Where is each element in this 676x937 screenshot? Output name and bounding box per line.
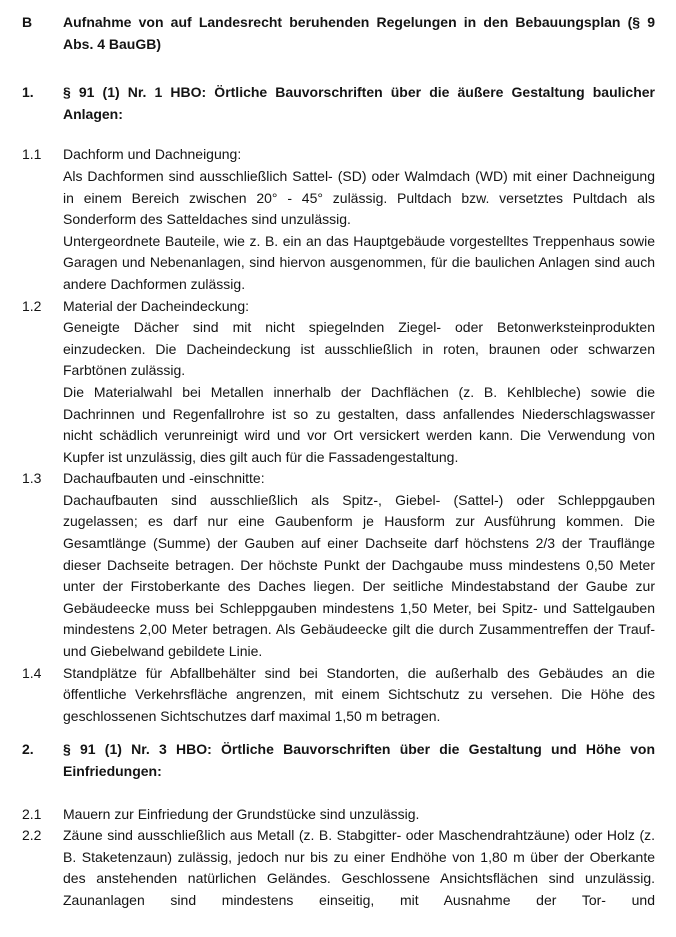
clause-number: 1.1 [22,146,42,163]
section-b-heading: Aufnahme von auf Landesrecht beruhenden Regelungen in den Bebauungsplan (§ 9 Abs. 4 BauGB) [63,14,655,52]
clause-paragraph: Die Materialwahl bei Metallen innerhalb der Dachflächen (z. B. Kehlbleche) sowie die Dachrinnen und Regenfallrohre ist so zu gestalten, dass anfallendes Niederschlagswasser nicht schädlich verunreinigt wird und vor Ort versickert werden kann. Die Verwendung von Kupfer ist unzulässig, dies gilt auch für die Fassadengestaltung. [63,383,655,465]
clause-number: 2.1 [22,805,42,822]
clause-paragraph: Zäune sind ausschließlich aus Metall (z. B. Stabgitter- oder Maschendrahtzäune) oder Holz (z. B. Staketenzaun) zulässig, jedoch nur bis zu einer Endhöhe von 1,80 m über der Oberkante des anstehenden natürlichen Geländes. Geschlossene Ansichtsflächen sind unzulässig. Zaunanlagen sind mindestens einseitig, mit Ausnahme der Tor- und [63,827,655,908]
clause-1-4 [22,663,655,728]
clause-body [63,144,655,295]
section-1-number: 1. [22,84,34,101]
section-1-heading: § 91 (1) Nr. 1 HBO: Örtliche Bauvorschriften über die äußere Gestaltung baulicher Anlagen: [63,84,655,122]
clause-1-1 [22,144,655,295]
clause-2-2 [22,825,655,911]
clause-number: 1.3 [22,470,42,487]
clause-2-1 [22,804,655,826]
clause-paragraph: Geneigte Dächer sind mit nicht spiegelnden Ziegel- oder Betonwerksteinprodukten einzudecken. Die Dacheindeckung ist ausschließlich in roten, braunen oder schwarzen Farbtönen zulässig. [63,319,655,379]
clause-paragraph: Dachaufbauten sind ausschließlich als Spitz-, Giebel- (Sattel-) oder Schleppgauben zugelassen; es darf nur eine Gaubenform je Hausform zur Ausführung kommen. Die Gesamtlänge (Summe) der Gauben auf einer Dachseite darf höchstens 2/3 der Trauflänge dieser Dachseite betragen. Der höchste Punkt der Dachgaube muss mindestens 0,50 Meter unter der Firstoberkante des Daches liegen. Der seitliche Mindestabstand der Gaube zur Gebäudeecke muss bei Schleppgauben mindestens 1,50 Meter, bei Spitz- und Sattelgauben mindestens 2,00 Meter betragen. Als Gebäudeecke gilt die durch Zusammentreffen der Trauf- und Giebelwand gebildete Linie. [63,491,655,660]
clause-paragraph: Dachaufbauten und -einschnitte: [63,470,265,487]
clause-body [63,825,655,911]
clause-paragraph: Untergeordnete Bauteile, wie z. B. ein an das Hauptgebäude vorgestelltes Treppenhaus sowie Garagen und Nebenanlagen, sind hiervon ausgenommen, für die baulichen Anlagen sind auch andere Dachformen zulässig. [63,232,655,292]
section-2-heading: § 91 (1) Nr. 3 HBO: Örtliche Bauvorschriften über die Gestaltung und Höhe von Einfriedungen: [63,741,655,779]
clause-body [63,804,655,826]
section-b-number: B [22,14,33,30]
clause-paragraph: Dachform und Dachneigung: [63,146,242,163]
clause-body [63,468,655,662]
section-2-number: 2. [22,741,34,758]
clause-paragraph: Mauern zur Einfriedung der Grundstücke sind unzulässig. [63,805,420,822]
clause-paragraph: Standplätze für Abfallbehälter sind bei Standorten, die außerhalb des Gebäudes an die öffentliche Verkehrsfläche angrenzen, mit einem Sichtschutz zu versehen. Die Höhe des geschlossenen Sichtschutzes darf maximal 1,50 m betragen. [63,664,655,724]
clause-body [63,663,655,728]
clause-paragraph: Material der Dacheindeckung: [63,297,249,314]
section-1-heading-row [22,82,655,125]
clause-paragraph: Als Dachformen sind ausschließlich Sattel- (SD) oder Walmdach (WD) mit einer Dachneigung in einem Bereich zwischen 20° - 45° zulässig. Pultdach bzw. versetztes Pultdach als Sonderform des Satteldaches sind unzulässig. [63,167,655,228]
section-2-heading-row [22,739,655,782]
clause-number: 2.2 [22,827,42,844]
clause-1-2 [22,296,655,469]
clause-body [63,296,655,469]
clause-number: 1.2 [22,297,42,314]
clause-number: 1.4 [22,664,42,681]
clause-1-3 [22,468,655,662]
section-b-heading-row [22,12,655,55]
